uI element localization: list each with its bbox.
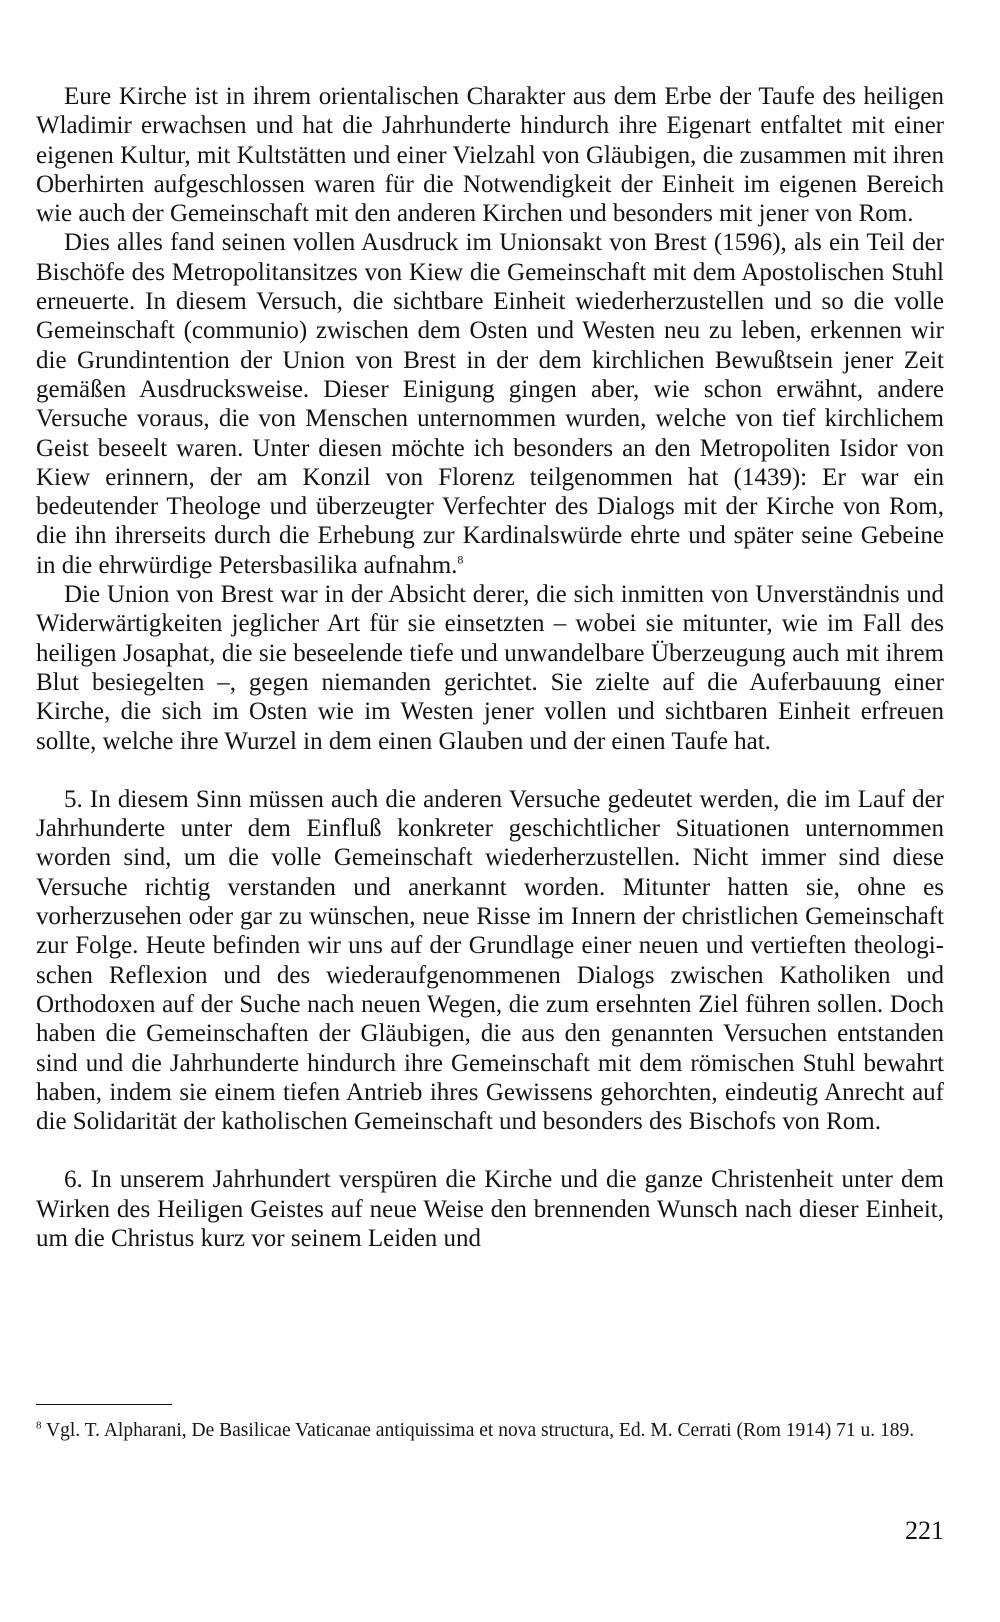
footnote-reference: 8	[457, 552, 464, 567]
footnote-text: Vgl. T. Alpharani, De Basilicae Vaticanae antiquissima et nova structura, Ed. M. Cerrati (Rom 1914) 71 u. 189.	[46, 1420, 915, 1441]
footnote	[36, 1418, 944, 1443]
page-body	[36, 82, 944, 1253]
body-paragraph-3: Die Union von Brest war in der Absicht derer, die sich inmitten von Unverständnis und Widerwärtigkeiten jeglicher Art für sie einsetzten – wobei sie mitunter, wie im Fall des heiligen Josaphat, die sie beseelende tiefe und unwandelbare Überzeugung auch mit ihrem Blut besiegelten –, gegen niemanden gerichtet. Sie zielte auf die Auferbauung einer Kirche, die sich im Osten wie im Westen jener vollen und sichtbaren Einheit erfreuen sollte, welche ihre Wurzel in dem einen Glauben und der einen Taufe hat.	[36, 581, 944, 755]
body-paragraph-2	[36, 228, 944, 580]
footnote-marker: 8	[36, 1419, 42, 1432]
body-paragraph-1: Eure Kirche ist in ihrem orientalischen Charakter aus dem Erbe der Taufe des heiligen Wladimir erwachsen und hat die Jahrhunderte hindurch ihre Eigenart entfaltet mit einer eigenen Kultur, mit Kultstätten und einer Vielzahl von Gläubigen, die zusammen mit ihren Oberhirten aufgeschlossen waren für die Notwendigkeit der Einheit im eigenen Bereich wie auch der Gemeinschaft mit den anderen Kirchen und besonders mit jener von Rom.	[36, 83, 944, 228]
body-paragraph-2-text: Dies alles fand seinen vollen Ausdruck im Unionsakt von Brest (1596), als ein Teil der Bischöfe des Metropolitansitzes von Kiew die Gemeinschaft mit dem Apostolischen Stuhl erneuerte. In diesem Versuch, die sichtbare Einheit wiederherzustellen und so die volle Gemeinschaft (communio) zwischen dem Osten und Westen neu zu leben, erkennen wir die Grundintention der Union von Brest in der dem kirchlichen Bewußtsein jener Zeit gemäßen Ausdrucksweise. Dieser Einigung gingen aber, wie schon erwähnt, andere Versuche voraus, die von Menschen unternommen wurden, welche von tief kirchlichem Geist beseelt waren. Unter diesen möchte ich besonders an den Metropoliten Isidor von Kiew erinnern, der am Konzil von Florenz teilgenommen hat (1439): Er war ein bedeutender Theologe und überzeugter Verfechter des Dialogs mit der Kirche von Rom, die ihn ihrerseits durch die Erhebung zur Kardinalswürde ehrte und später seine Gebeine in die ehrwürdige Petersbasilika aufnahm.	[36, 229, 944, 579]
page-number: 221	[905, 1516, 944, 1545]
section-6-paragraph: 6. In unserem Jahrhundert verspüren die Kirche und die ganze Christenheit unter dem Wirken des Heiligen Geistes auf neue Weise den brennenden Wunsch nach dieser Einheit, um die Christus kurz vor seinem Leiden und	[36, 1166, 944, 1252]
section-5-paragraph: 5. In diesem Sinn müssen auch die anderen Versuche gedeutet werden, die im Lauf der Jahrhunderte unter dem Einfluß konkreter geschichtlicher Situationen unternommen worden sind, um die volle Gemeinschaft wiederherzustellen. Nicht immer sind diese Versuche richtig verstanden und anerkannt worden. Mitunter hatten sie, ohne es vorherzusehen oder gar zu wünschen, neue Risse im Innern der christlichen Gemeinschaft zur Folge. Heute befinden wir uns auf der Grundlage einer neuen und vertieften theologischen Reflexion und des wiederaufgenommenen Dialogs zwischen Katholiken und Orthodoxen auf der Suche nach neuen Wegen, die zum ersehnten Ziel führen sollen. Doch haben die Gemeinschaften der Gläubigen, die aus den genannten Versuchen entstanden sind und die Jahrhunderte hindurch ihre Gemeinschaft mit dem römischen Stuhl bewahrt haben, indem sie einem tiefen Antrieb ihres Gewissens gehorchten, eindeutig Anrecht auf die Solidarität der katholischen Gemeinschaft und besonders des Bischofs von Rom.	[36, 785, 944, 1136]
footnote-divider	[36, 1404, 172, 1405]
